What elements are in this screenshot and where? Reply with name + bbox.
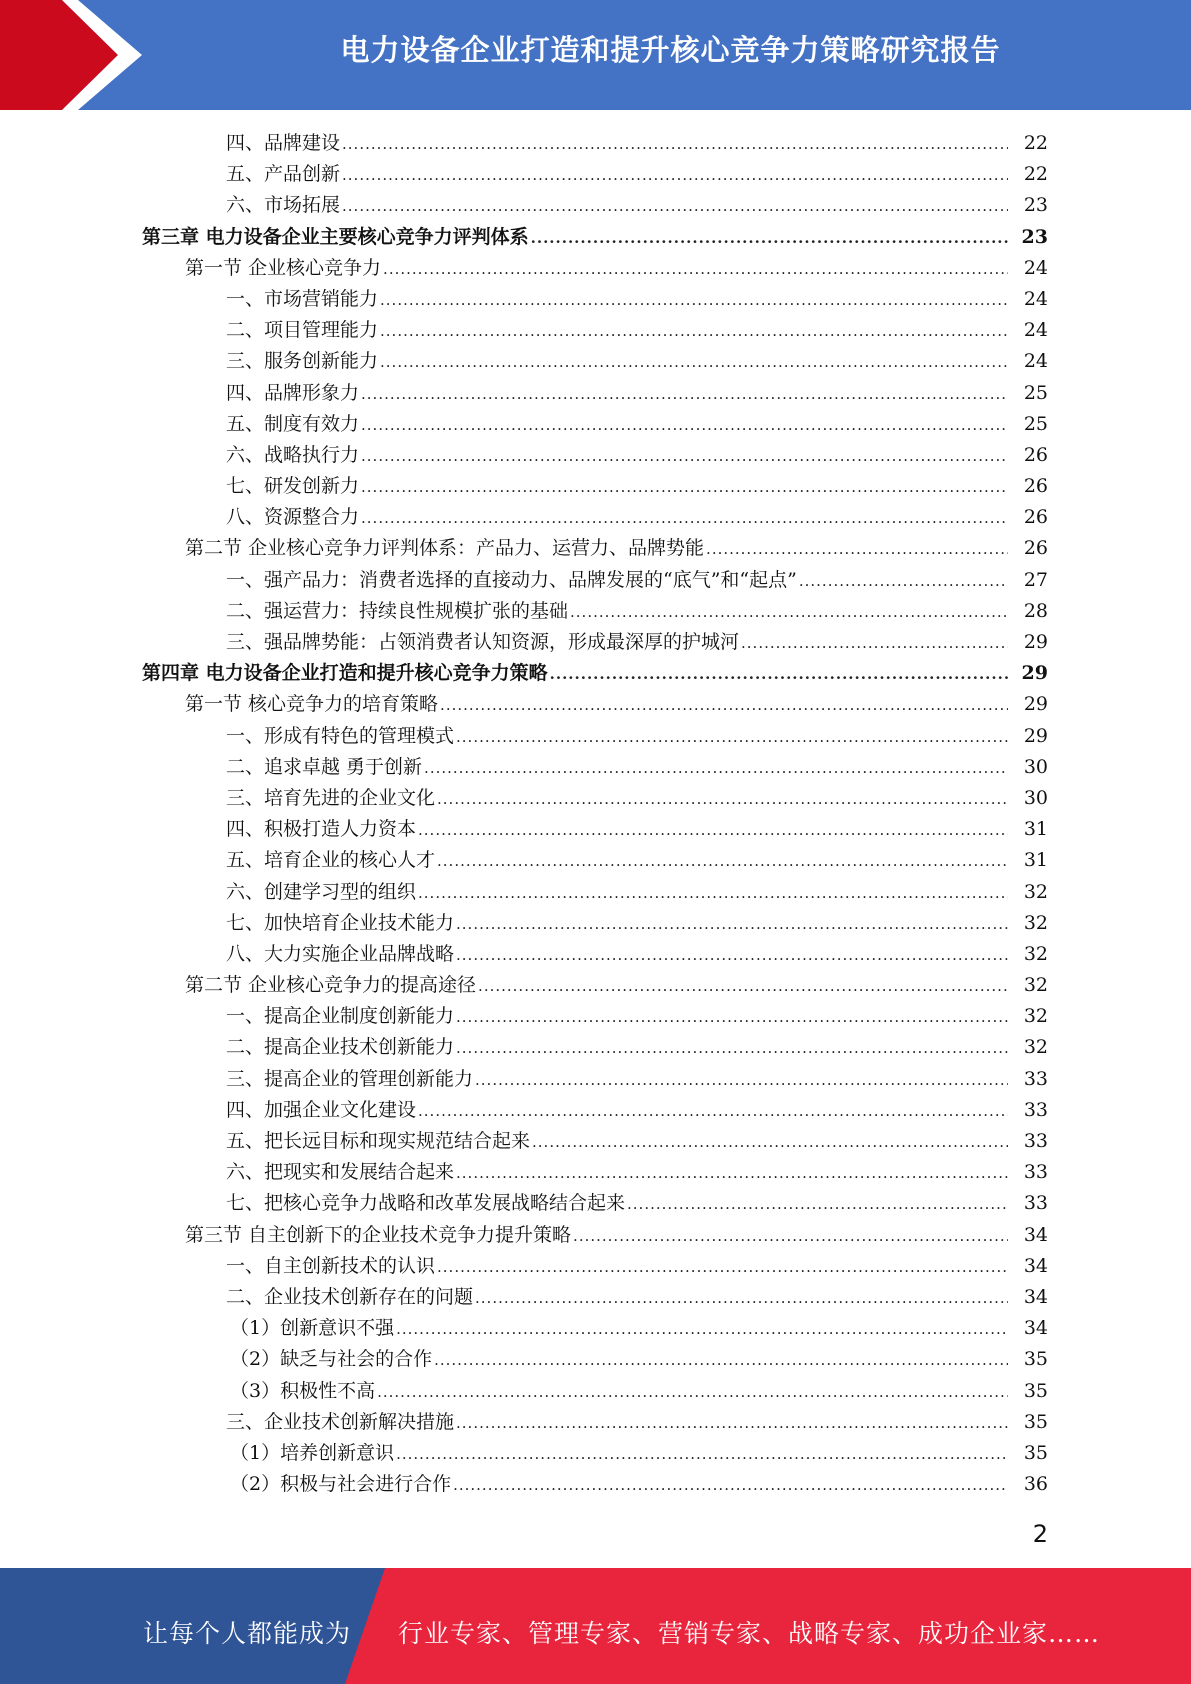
toc-entry[interactable] [0,845,1191,876]
toc-leader-dots [361,379,1008,410]
toc-entry[interactable] [0,1064,1191,1095]
toc-entry[interactable] [0,627,1191,658]
toc-entry-label: 七、研发创新力 [226,475,360,498]
toc-entry[interactable] [0,1282,1191,1313]
toc-leader-dots [396,1439,1008,1470]
toc-leader-dots [741,628,1008,659]
toc-entry-label: （1）培养创新意识 [230,1441,395,1464]
footer-slogan-right: 行业专家、管理专家、营销专家、战略专家、成功企业家…… [398,1619,1101,1648]
toc-entry-label: 六、创建学习型的组织 [226,880,417,903]
toc-entry-label: 七、把核心竞争力战略和改革发展战略结合起来 [226,1192,626,1215]
toc-entry[interactable] [0,1469,1191,1500]
toc-leader-dots [361,503,1008,534]
toc-entry[interactable] [0,533,1191,564]
toc-entry[interactable] [0,970,1191,1001]
toc-entry[interactable] [0,346,1191,377]
toc-entry-label: 第二节 企业核心竞争力的提高途径 [185,974,477,997]
toc-entry[interactable] [0,689,1191,720]
toc-entry[interactable] [0,596,1191,627]
toc-leader-dots [377,1377,1008,1408]
toc-entry-label: 一、自主创新技术的认识 [226,1254,436,1277]
toc-entry-page: 33 [1023,1130,1048,1152]
toc-entry[interactable] [0,658,1191,689]
toc-entry[interactable] [0,471,1191,502]
toc-entry-page: 34 [1023,1254,1048,1277]
toc-entry-label: 四、品牌建设 [226,132,341,154]
toc-entry[interactable] [0,752,1191,783]
toc-entry-label: 三、培育先进的企业文化 [226,786,436,809]
toc-entry-page: 32 [1023,942,1048,965]
toc-entry[interactable] [0,378,1191,409]
footer-slogan-left: 让每个人都能成为 [143,1619,352,1648]
toc-entry[interactable] [0,1095,1191,1126]
toc-entry[interactable] [0,159,1191,190]
toc-leader-dots [342,160,1008,191]
toc-entry[interactable] [0,409,1191,440]
toc-entry[interactable] [0,1126,1191,1157]
toc-entry-label: 二、项目管理能力 [226,319,379,342]
toc-entry[interactable] [0,908,1191,939]
toc-entry-page: 22 [1023,132,1048,154]
toc-entry-label: 五、把长远目标和现实规范结合起来 [226,1130,531,1152]
toc-leader-dots [437,784,1008,815]
toc-entry-page: 24 [1023,319,1048,342]
toc-entry-page: 33 [1023,1161,1048,1184]
toc-entry-label: 二、追求卓越 勇于创新 [226,755,423,778]
toc-leader-dots [456,1033,1008,1064]
toc-leader-dots [706,534,1008,565]
toc-leader-dots [383,254,1008,285]
toc-entry-page: 26 [1023,475,1048,498]
page-header [0,0,1191,110]
toc-leader-dots [342,191,1008,222]
toc-entry-page: 30 [1023,786,1048,809]
toc-entry-page: 29 [1021,662,1048,685]
toc-entry[interactable] [0,1344,1191,1375]
toc-entry-label: 四、品牌形象力 [226,381,360,404]
toc-entry[interactable] [0,222,1191,253]
toc-entry[interactable] [0,939,1191,970]
document-title: 电力设备企业打造和提升核心竞争力策略研究报告 [340,33,1001,67]
toc-entry-label: 八、资源整合力 [226,506,360,529]
toc-entry-page: 23 [1021,225,1048,248]
toc-entry[interactable] [0,814,1191,845]
toc-entry-label: 二、企业技术创新存在的问题 [226,1285,474,1308]
toc-entry[interactable] [0,1220,1191,1251]
page-number: 2 [1032,1520,1048,1548]
toc-entry-page: 35 [1023,1410,1048,1433]
toc-entry-label: 五、产品创新 [226,163,341,186]
toc-leader-dots [453,1470,1008,1501]
toc-entry-page: 29 [1023,631,1048,653]
toc-leader-dots [456,1002,1008,1033]
toc-entry[interactable] [0,565,1191,596]
toc-leader-dots [361,472,1008,503]
toc-entry-label: 六、市场拓展 [226,194,341,217]
toc-leader-dots [342,129,1008,160]
toc-leader-dots [434,1345,1008,1376]
toc-entry-label: 三、企业技术创新解决措施 [226,1410,455,1433]
toc-entry-page: 25 [1023,381,1048,404]
toc-entry-page: 31 [1023,849,1048,872]
toc-entry-page: 33 [1023,1192,1048,1215]
toc-entry-page: 26 [1023,506,1048,529]
toc-entry[interactable] [0,1376,1191,1407]
toc-entry-label: 四、加强企业文化建设 [226,1098,417,1121]
toc-entry[interactable] [0,1313,1191,1344]
toc-leader-dots [475,1065,1008,1096]
toc-entry[interactable] [0,1001,1191,1032]
toc-leader-dots [361,410,1008,441]
toc-entry-label: 二、提高企业技术创新能力 [226,1036,455,1059]
toc-entry-label: 六、战略执行力 [226,443,360,466]
toc-entry-label: 三、服务创新能力 [226,350,379,373]
toc-leader-dots [361,441,1008,472]
toc-entry-page: 26 [1023,537,1048,560]
toc-leader-dots [627,1189,1008,1220]
toc-leader-dots [532,1127,1008,1158]
toc-leader-dots [573,1221,1008,1252]
toc-entry[interactable] [0,721,1191,752]
toc-entry[interactable] [0,1407,1191,1438]
toc-entry-label: 三、强品牌势能：占领消费者认知资源，形成最深厚的护城河 [226,631,740,653]
toc-entry-label: 三、提高企业的管理创新能力 [226,1067,474,1090]
toc-entry-page: 36 [1023,1473,1048,1496]
toc-entry[interactable] [0,1188,1191,1219]
toc-entry-page: 22 [1023,163,1048,186]
toc-leader-dots [418,878,1008,909]
toc-entry-page: 27 [1023,568,1048,591]
toc-entry[interactable] [0,190,1191,221]
toc-leader-dots [456,722,1008,753]
toc-leader-dots [570,597,1008,628]
toc-entry-page: 29 [1023,724,1048,747]
toc-entry[interactable] [0,1251,1191,1282]
toc-entry[interactable] [0,1157,1191,1188]
toc-leader-dots [437,1252,1008,1283]
toc-entry-label: 七、加快培育企业技术能力 [226,911,455,934]
toc-entry-page: 28 [1023,599,1048,622]
toc-entry-page: 35 [1023,1441,1048,1464]
toc-entry-page: 29 [1023,693,1048,716]
toc-leader-dots [418,1096,1008,1127]
toc-entry-label: （1）创新意识不强 [230,1317,395,1340]
toc-entry-label: 一、形成有特色的管理模式 [226,724,455,747]
toc-entry[interactable] [0,1032,1191,1063]
toc-entry-label: 五、制度有效力 [226,412,360,435]
toc-leader-dots [396,1314,1008,1345]
toc-entry-label: 第二节 企业核心竞争力评判体系：产品力、运营力、品牌势能 [185,537,705,560]
toc-leader-dots [456,940,1008,971]
toc-leader-dots [456,909,1008,940]
toc-entry-label: （2）积极与社会进行合作 [230,1473,452,1496]
toc-leader-dots [531,223,1008,254]
toc-entry-label: 四、积极打造人力资本 [226,818,417,841]
toc-entry-label: 二、强运营力：持续良性规模扩张的基础 [226,599,569,622]
toc-leader-dots [380,347,1008,378]
table-of-contents [0,128,1191,1500]
toc-leader-dots [380,285,1008,316]
toc-leader-dots [478,971,1008,1002]
toc-entry-page: 32 [1023,1005,1048,1028]
toc-entry-page: 25 [1023,412,1048,435]
toc-entry[interactable] [0,502,1191,533]
toc-entry-page: 34 [1023,1317,1048,1340]
toc-entry[interactable] [0,440,1191,471]
toc-leader-dots [475,1283,1008,1314]
toc-entry[interactable] [0,128,1191,159]
toc-entry[interactable] [0,315,1191,346]
toc-leader-dots [456,1158,1008,1189]
toc-entry-page: 32 [1023,1036,1048,1059]
toc-entry-label: 第一节 核心竞争力的培育策略 [185,693,439,716]
toc-entry-page: 26 [1023,443,1048,466]
toc-leader-dots [380,316,1008,347]
toc-entry-page: 34 [1023,1285,1048,1308]
toc-leader-dots [418,815,1008,846]
toc-entry-page: 35 [1023,1348,1048,1371]
toc-entry-page: 35 [1023,1379,1048,1402]
toc-entry[interactable] [0,1438,1191,1469]
toc-entry[interactable] [0,284,1191,315]
toc-entry-page: 33 [1023,1098,1048,1121]
toc-entry[interactable] [0,877,1191,908]
toc-entry-label: （2）缺乏与社会的合作 [230,1348,433,1371]
toc-entry[interactable] [0,783,1191,814]
toc-entry-page: 32 [1023,974,1048,997]
toc-entry[interactable] [0,253,1191,284]
toc-entry-label: 第三节 自主创新下的企业技术竞争力提升策略 [185,1223,572,1246]
toc-leader-dots [424,753,1008,784]
page-footer [0,1568,1191,1684]
toc-entry-page: 30 [1023,755,1048,778]
toc-entry-page: 24 [1023,350,1048,373]
toc-entry-label: 六、把现实和发展结合起来 [226,1161,455,1184]
toc-leader-dots [437,846,1008,877]
toc-entry-label: （3）积极性不高 [230,1379,376,1402]
toc-entry-page: 24 [1023,256,1048,279]
toc-leader-dots [456,1408,1008,1439]
toc-entry-page: 31 [1023,818,1048,841]
toc-entry-page: 24 [1023,287,1048,310]
toc-entry-label: 一、强产品力：消费者选择的直接动力、品牌发展的“底气”和“起点” [226,568,797,591]
toc-entry-label: 一、提高企业制度创新能力 [226,1005,455,1028]
toc-entry-page: 23 [1023,194,1048,217]
toc-entry-page: 33 [1023,1067,1048,1090]
toc-entry-page: 32 [1023,880,1048,903]
toc-entry-label: 第一节 企业核心竞争力 [185,256,382,279]
toc-entry-page: 34 [1023,1223,1048,1246]
toc-leader-dots [550,659,1008,690]
toc-entry-label: 一、市场营销能力 [226,287,379,310]
header-arrow-decoration [0,0,160,110]
toc-leader-dots [799,566,1008,597]
toc-entry-label: 五、培育企业的核心人才 [226,849,436,872]
toc-entry-label: 八、大力实施企业品牌战略 [226,942,455,965]
toc-leader-dots [440,690,1008,721]
toc-entry-page: 32 [1023,911,1048,934]
toc-entry-label: 第四章 电力设备企业打造和提升核心竞争力策略 [142,662,548,685]
toc-entry-label: 第三章 电力设备企业主要核心竞争力评判体系 [142,225,529,248]
